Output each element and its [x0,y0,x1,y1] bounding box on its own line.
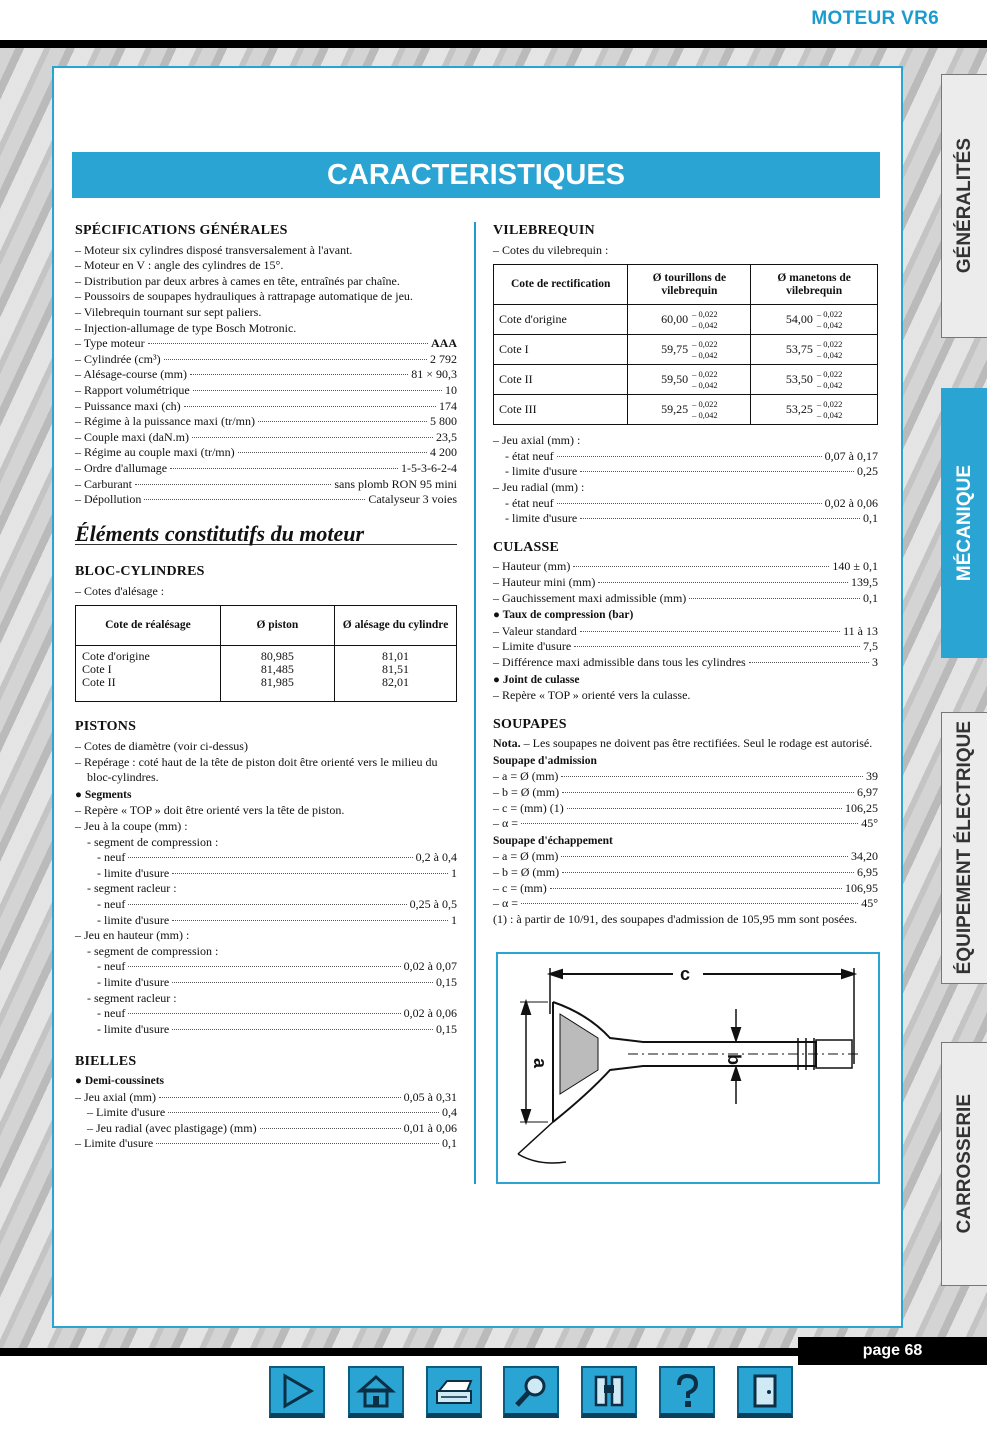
table-header: Ø manetons de vilebrequin [751,265,878,305]
tab-carrosserie[interactable] [941,1042,987,1286]
spec-item: – Moteur six cylindres disposé transversalement à l'avant. [75,242,353,257]
spec-row: - limite d'usure 0,15 [97,1021,457,1036]
spec-row: - limite d'usure 0,1 [505,511,878,526]
next-button[interactable] [269,1366,325,1418]
tab-label: MÉCANIQUE [953,464,975,582]
sub-title: ● Joint de culasse [493,673,580,686]
dim-a-label: a [530,1058,550,1069]
top-rule [0,40,987,48]
elements-heading: Éléments constitutifs du moteur [75,526,457,546]
spec-item: – Poussoirs de soupapes hydrauliques à rattrapage automatique de jeu. [75,289,413,304]
help-button[interactable] [659,1366,715,1418]
list-item: - segment racleur : [87,881,177,896]
table-header: Cote de rectification [494,265,628,305]
spec-item: – Vilebrequin tournant sur sept paliers. [75,304,262,319]
column-divider [474,222,476,1184]
spec-row: – Jeu radial (avec plastigage) (mm) 0,01 à 0,06 [87,1120,457,1135]
print-button[interactable] [426,1366,482,1418]
sub-title: Soupape d'échappement [493,834,613,847]
spec-row: – c = (mm) (1) 106,25 [493,800,878,815]
spec-row: – Dépollution Catalyseur 3 voies [75,492,457,507]
left-column [75,220,457,1152]
tab-label: CARROSSERIE [953,1094,975,1234]
list-item: - segment de compression : [87,834,219,849]
spec-row: – Différence maxi admissible dans tous les cylindres 3 [493,654,878,669]
spec-row: – Valeur standard 11 à 13 [493,623,878,638]
spec-row: – Jeu axial (mm) 0,05 à 0,31 [75,1089,457,1104]
spec-row: – Puissance maxi (ch) 174 [75,398,457,413]
list-item: – Repérage : coté haut de la tête de piston doit être orienté vers le milieu du bloc-cylindres. [75,754,438,785]
spec-row: - état neuf 0,02 à 0,06 [505,495,878,510]
spec-row: – Gauchissement maxi admissible (mm) 0,1 [493,590,878,605]
sub-title: ● Demi-coussinets [75,1074,165,1087]
table-row: Cote d'origine 60,00 – 0,022 – 0,042 54,00 – 0,022 – 0,042 [494,305,878,335]
section-title: PISTONS [75,719,137,735]
spec-row: - neuf 0,25 à 0,5 [97,897,457,911]
spec-row: – Hauteur mini (mm) 139,5 [493,574,878,589]
table-row: Cote III 59,25 – 0,022 – 0,042 53,25 – 0,022 – 0,042 [494,395,878,425]
sub-title: ● Segments [75,788,132,801]
section-title: BLOC-CYLINDRES [75,564,205,580]
document-title: MOTEUR VR6 [811,8,939,29]
table-cell: Cote d'origine Cote I Cote II [76,646,221,702]
exit-button[interactable] [737,1366,793,1418]
bloc-intro: – Cotes d'alésage : [75,583,165,598]
spec-row: - limite d'usure 0,15 [97,974,457,989]
section-title: VILEBREQUIN [493,223,595,238]
binoculars-icon [589,1373,629,1409]
list-item: – Jeu à la coupe (mm) : [75,819,188,834]
table-cell: 81,01 81,51 82,01 [335,646,457,702]
zoom-button[interactable] [503,1366,559,1418]
home-button[interactable] [348,1366,404,1418]
section-title: SOUPAPES [493,716,567,732]
spec-row: – Régime à la puissance maxi (tr/mn) 5 800 [75,414,457,429]
list-item: – Jeu axial (mm) : [493,433,581,448]
spec-row: – c = (mm) 106,95 [493,880,878,895]
help-icon [667,1373,707,1409]
spec-row: - limite d'usure 1 [97,912,457,927]
print-icon [433,1373,475,1409]
spec-row: – α = 45° [493,896,878,911]
spec-row: – Ordre d'allumage 1-5-3-6-2-4 [75,460,457,475]
vil-table [493,264,878,425]
spec-item: – Distribution par deux arbres à cames en tête, entraînés par chaîne. [75,273,400,288]
dim-c-label: c [680,964,691,984]
valve-drawing [498,954,878,1182]
table-header: Ø piston [220,606,334,646]
spec-row: – a = Ø (mm) 34,20 [493,849,878,864]
table-row: Cote II 59,50 – 0,022 – 0,042 53,50 – 0,022 – 0,042 [494,365,878,395]
spec-row: - neuf 0,02 à 0,07 [97,959,457,974]
spec-row: - état neuf 0,07 à 0,17 [505,448,878,463]
section-banner: CARACTERISTIQUES [72,152,880,198]
table-cell: 80,985 81,485 81,985 [220,646,334,702]
table-header: Ø tourillons de vilebrequin [628,265,751,305]
list-item: – Jeu en hauteur (mm) : [75,928,190,943]
exit-icon [745,1373,785,1409]
list-item: – Cotes de diamètre (voir ci-dessus) [75,739,248,754]
spec-row: – Limite d'usure 0,4 [87,1105,457,1120]
spec-row: – a = Ø (mm) 39 [493,769,878,784]
spec-row: - limite d'usure 0,25 [505,464,878,479]
list-item: - segment racleur : [87,990,177,1005]
tab-label: ÉQUIPEMENT ÉLECTRIQUE [953,721,975,975]
spec-row: – b = Ø (mm) 6,97 [493,785,878,800]
spec-row: – Régime au couple maxi (tr/mn) 4 200 [75,445,457,460]
table-header: Cote de réalésage [76,606,221,646]
footnote: (1) : à partir de 10/91, des soupapes d'admission de 105,95 mm sont posées. [493,911,858,926]
sub-title: ● Taux de compression (bar) [493,609,634,622]
spec-item: – Injection-allumage de type Bosch Motronic. [75,320,297,335]
spec-row: – Cylindrée (cm³) 2 792 [75,351,457,366]
list-item: – Jeu radial (mm) : [493,479,585,494]
list-item: - segment de compression : [87,943,219,958]
spec-row: – α = 45° [493,816,878,831]
sub-title: Soupape d'admission [493,754,597,767]
table-header: Ø alésage du cylindre [335,606,457,646]
spec-row: – Carburant sans plomb RON 95 mini [75,476,457,491]
section-title: CULASSE [493,539,559,555]
list-item: – Repère « TOP » orienté vers la culasse. [493,688,691,703]
valve-figure [496,952,880,1184]
spec-row: – Couple maxi (daN.m) 23,5 [75,429,457,444]
spec-row: – Alésage-course (mm) 81 × 90,3 [75,367,457,382]
spec-row: – Rapport volumétrique 10 [75,382,457,397]
page-number: page 68 [798,1337,987,1365]
tab-mecanique[interactable] [941,388,987,658]
spec-row: – Type moteur AAA [75,336,457,351]
home-icon [356,1373,396,1409]
spec-row: - neuf 0,2 à 0,4 [97,850,457,865]
vil-intro: – Cotes du vilebrequin : [493,242,609,257]
next-icon [277,1373,317,1409]
spec-item: – Moteur en V : angle des cylindres de 15°. [75,258,284,273]
bloc-table [75,605,457,702]
nota: Nota. – Les soupapes ne doivent pas être rectifiées. Seul le rodage est autorisé. [493,736,873,751]
search-button[interactable] [581,1366,637,1418]
zoom-icon [511,1373,551,1409]
spec-row: – b = Ø (mm) 6,95 [493,865,878,880]
tab-equipement-electrique[interactable] [941,712,987,984]
spec-row: – Limite d'usure 7,5 [493,639,878,654]
section-title: SPÉCIFICATIONS GÉNÉRALES [75,223,288,238]
list-item: – Repère « TOP » doit être orienté vers la tête de piston. [75,803,345,818]
tab-label: GÉNÉRALITÉS [953,138,975,274]
section-title: BIELLES [75,1054,137,1070]
spec-row: – Hauteur (mm) 140 ± 0,1 [493,559,878,574]
spec-row: - neuf 0,02 à 0,06 [97,1006,457,1021]
right-column [493,220,878,927]
spec-row: - limite d'usure 1 [97,865,457,880]
table-row: Cote I 59,75 – 0,022 – 0,042 53,75 – 0,022 – 0,042 [494,335,878,365]
spec-row: – Limite d'usure 0,1 [75,1136,457,1151]
tab-generalites[interactable] [941,74,987,338]
dim-b-label: b [724,1054,744,1065]
